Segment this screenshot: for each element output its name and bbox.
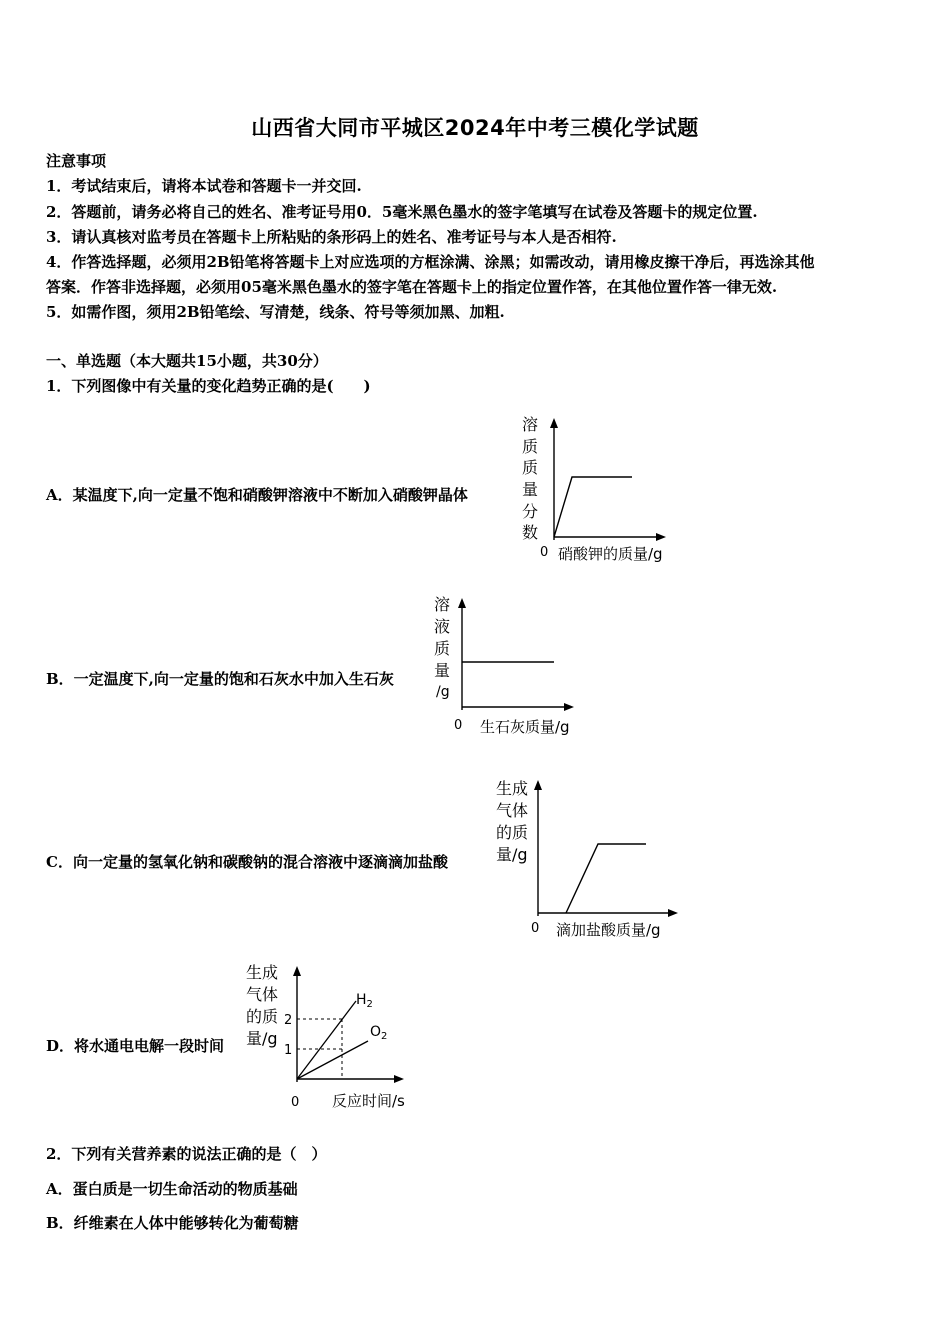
graph-d-tick-1: 1 bbox=[284, 1043, 293, 1058]
graph-b-origin: 0 bbox=[454, 718, 463, 733]
question-2-stem: 2．下列有关营养素的说法正确的是（ ） bbox=[46, 1145, 327, 1163]
notice-item-4: 4．作答选择题，必须用2B铅笔将答题卡上对应选项的方框涂满、涂黑；如需改动，请用橡皮擦干净后，再选涂其他 bbox=[46, 253, 815, 271]
question-2-option-b: B．纤维素在人体中能够转化为葡萄糖 bbox=[46, 1214, 299, 1232]
graph-c-curve bbox=[566, 844, 646, 913]
graph-d-label-o2: $O_2$ bbox=[370, 1024, 388, 1042]
graph-d-line-o2 bbox=[297, 1041, 368, 1079]
notice-item-2: 2．答题前，请务必将自己的姓名、准考证号用0．5毫米黑色墨水的签字笔填写在试卷及答题卡的规定位置. bbox=[46, 203, 758, 221]
graph-a-ylabel: 溶 bbox=[522, 415, 539, 434]
option-b-text: B．一定温度下,向一定量的饱和石灰水中加入生石灰 bbox=[46, 670, 394, 688]
option-c-text: C．向一定量的氢氧化钠和碳酸钠的混合溶液中逐滴滴加盐酸 bbox=[46, 853, 448, 871]
graph-a-ylabel: 质 bbox=[522, 458, 539, 477]
graph-b-xlabel: 生石灰质量/g bbox=[480, 718, 570, 736]
notice-item-3: 3．请认真核对监考员在答题卡上所粘贴的条形码上的姓名、准考证号与本人是否相符. bbox=[46, 228, 617, 246]
graph-c bbox=[494, 774, 694, 944]
graph-d-ylabel: 气体 bbox=[246, 985, 279, 1004]
graph-d-ylabel: 的质 bbox=[246, 1007, 279, 1026]
graph-a bbox=[510, 410, 690, 570]
graph-b-ylabel: /g bbox=[436, 684, 450, 700]
graph-a-ylabel: 质 bbox=[522, 437, 539, 456]
graph-d-ylabel: 量/g bbox=[246, 1029, 278, 1048]
graph-b-ylabel: 量 bbox=[434, 661, 451, 680]
notice-item-1: 1．考试结束后，请将本试卷和答题卡一并交回. bbox=[46, 177, 362, 195]
graph-c-origin: 0 bbox=[531, 921, 540, 936]
graph-b bbox=[428, 592, 598, 742]
option-a-text: A．某温度下,向一定量不饱和硝酸钾溶液中不断加入硝酸钾晶体 bbox=[46, 486, 468, 504]
graph-c-ylabel: 的质 bbox=[496, 823, 529, 842]
graph-a-ylabel: 分 bbox=[522, 502, 539, 521]
graph-c-ylabel: 气体 bbox=[496, 801, 529, 820]
graph-d bbox=[244, 958, 424, 1118]
arrow-icon bbox=[656, 533, 666, 541]
graph-d-line-h2 bbox=[297, 1001, 356, 1079]
page-title: 山西省大同市平城区2024年中考三模化学试题 bbox=[251, 116, 699, 140]
graph-a-xlabel: 硝酸钾的质量/g bbox=[558, 545, 663, 563]
arrow-icon bbox=[668, 909, 678, 917]
graph-c-ylabel: 量/g bbox=[496, 845, 528, 864]
question-1-stem: 1．下列图像中有关量的变化趋势正确的是( ) bbox=[46, 377, 371, 395]
notice-heading: 注意事项 bbox=[46, 152, 107, 170]
notice-item-5: 5．如需作图，须用2B铅笔绘、写清楚，线条、符号等须加黑、加粗. bbox=[46, 303, 505, 321]
arrow-icon bbox=[394, 1075, 404, 1083]
arrow-icon bbox=[293, 966, 301, 976]
graph-d-ylabel: 生成 bbox=[246, 963, 279, 982]
question-2-option-a: A．蛋白质是一切生命活动的物质基础 bbox=[46, 1180, 298, 1198]
graph-a-origin: 0 bbox=[540, 545, 549, 560]
graph-b-ylabel: 质 bbox=[434, 639, 451, 658]
arrow-icon bbox=[564, 703, 574, 711]
graph-d-xlabel: 反应时间/s bbox=[332, 1092, 405, 1110]
arrow-icon bbox=[534, 780, 542, 790]
section-heading: 一、单选题（本大题共15小题，共30分） bbox=[46, 352, 328, 370]
graph-d-label-h2: $H_2$ bbox=[356, 992, 373, 1010]
graph-a-ylabel: 数 bbox=[522, 523, 539, 542]
notice-item-4-cont: 答案．作答非选择题，必须用05毫米黑色墨水的签字笔在答题卡上的指定位置作答，在其他位置作答一律无效. bbox=[46, 278, 778, 296]
graph-c-xlabel: 滴加盐酸质量/g bbox=[556, 921, 661, 939]
graph-c-ylabel: 生成 bbox=[496, 779, 529, 798]
graph-a-ylabel: 量 bbox=[522, 480, 539, 499]
graph-b-ylabel: 溶 bbox=[434, 595, 451, 614]
graph-a-curve bbox=[554, 477, 632, 537]
arrow-icon bbox=[550, 418, 558, 428]
graph-b-ylabel: 液 bbox=[434, 617, 451, 636]
graph-d-origin: 0 bbox=[291, 1095, 300, 1110]
arrow-icon bbox=[458, 598, 466, 608]
option-d-text: D．将水通电电解一段时间 bbox=[46, 1037, 225, 1055]
graph-d-tick-2: 2 bbox=[284, 1013, 293, 1028]
